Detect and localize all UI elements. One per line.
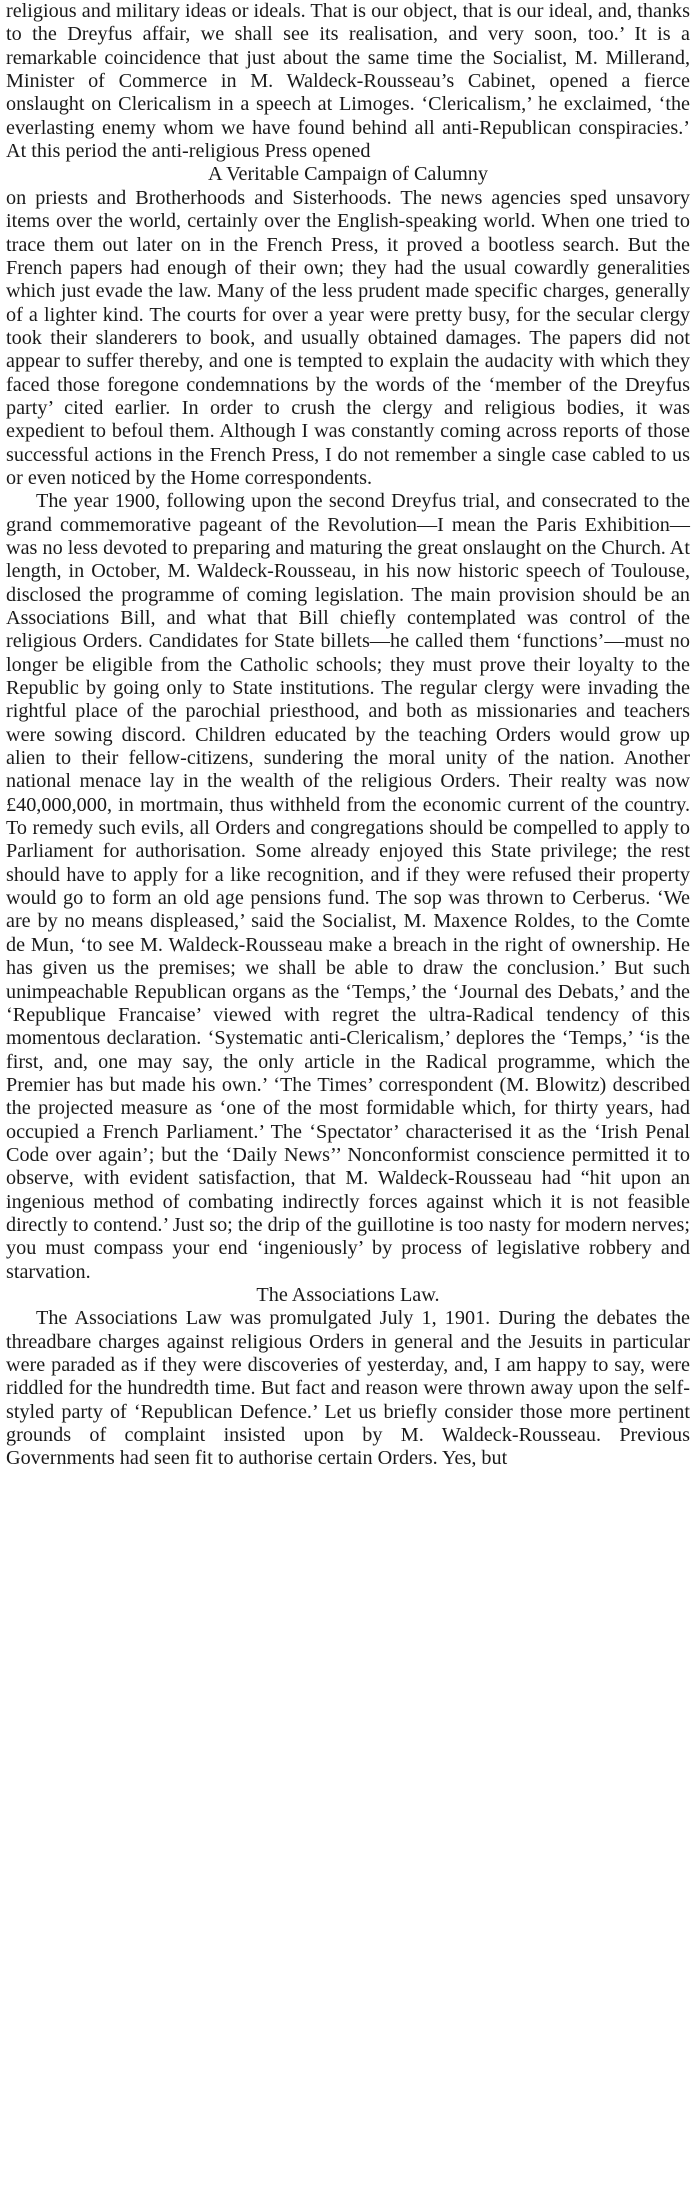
paragraph-1: religious and military ideas or ideals. That is our object, that is our ideal, and, thanks to the Dreyfus affair, we shall see its realisation, and very soon, too.’ It is a remarkable coincidence that just about the same time the Socialist, M. Millerand, Minister of Commerce in M. Waldeck-Rousseau’s Cabinet, opened a fierce onslaught on Clericalism in a speech at Limoges. ‘Clericalism,’ he exclaimed, ‘the everlasting enemy whom we have found behind all anti-Republican conspiracies.’ At this period the anti-religious Press opened: [6, 0, 690, 163]
subheading-associations-law: The Associations Law.: [256, 1283, 440, 1306]
paragraph-2: on priests and Brotherhoods and Sisterhoods. The news agencies sped unsavory items over the world, certainly over the English-speaking world. When one tried to trace them out later on in the French Press, it proved a bootless search. But the French papers had enough of their own; they had the usual cowardly generalities which just evade the law. Many of the less prudent made specific charges, generally of a lighter kind. The courts for over a year were pretty busy, for the secular clergy took their slanderers to book, and usually obtained damages. The papers did not appear to suffer thereby, and one is tempted to explain the audacity with which they faced those foregone condemnations by the words of the ‘member of the Dreyfus party’ cited earlier. In order to crush the clergy and religious bodies, it was expedient to befoul them. Although I was constantly coming across reports of those successful actions in the French Press, I do not remember a single case cabled to us or even noticed by the Home correspondents.: [6, 186, 690, 489]
subheading-campaign-of-calumny: A Veritable Campaign of Calumny: [208, 163, 488, 186]
paragraph-4: The Associations Law was promulgated July 1, 1901. During the debates the threadbare charges against religious Orders in general and the Jesuits in particular were paraded as if they were discoveries of yesterday, and, I am happy to say, were riddled for the hundredth time. But fact and reason were thrown away upon the self-styled party of ‘Republican Defence.’ Let us briefly consider those more pertinent grounds of complaint insisted upon by M. Waldeck-Rousseau. Previous Governments had seen fit to authorise certain Orders. Yes, but: [6, 1307, 690, 1470]
paragraph-3: The year 1900, following upon the second Dreyfus trial, and consecrated to the grand commemorative pageant of the Revolution—I mean the Paris Exhibition—was no less devoted to preparing and maturing the great onslaught on the Church. At length, in October, M. Waldeck-Rousseau, in his now historic speech of Toulouse, disclosed the programme of coming legislation. The main provision should be an Associations Bill, and what that Bill chiefly contemplated was control of the religious Orders. Candidates for State billets—he called them ‘functions’—must no longer be eligible from the Catholic schools; they must prove their loyalty to the Republic by going only to State institutions. The regular clergy were invading the rightful place of the parochial priesthood, and both as missionaries and teachers were sowing discord. Children educated by the teaching Orders would grow up alien to their fellow-citizens, sundering the moral unity of the nation. Another national menace lay in the wealth of the religious Orders. Their realty was now £40,000,000, in mortmain, thus withheld from the economic current of the country. To remedy such evils, all Orders and congregations should be compelled to apply to Parliament for authorisation. Some already enjoyed this State privilege; the rest should have to apply for a like recognition, and if they were refused their property would go to form an old age pensions fund. The sop was thrown to Cerberus. ‘We are by no means displeased,’ said the Socialist, M. Maxence Roldes, to the Comte de Mun, ‘to see M. Waldeck-Rousseau make a breach in the right of ownership. He has given us the premises; we shall be able to draw the conclusion.’ But such unimpeachable Republican organs as the ‘Temps,’ the ‘Journal des Debats,’ and the ‘Republique Francaise’ viewed with regret the ultra-Radical tendency of this momentous declaration. ‘Systematic anti-Clericalism,’ deplores the ‘Temps,’ ‘is the first, and, one may say, the only article in the Radical programme, which the Premier has but made his own.’ ‘The Times’ correspondent (M. Blowitz) described the projected measure as ‘one of the most formidable which, for thirty years, had occupied a French Parliament.’ The ‘Spectator’ characterised it as the ‘Irish Penal Code over again’; but the ‘Daily News’’ Nonconformist conscience permitted it to observe, with evident satisfaction, that M. Waldeck-Rousseau had “hit upon an ingenious method of combating indirectly forces against which it is not feasible directly to contend.’ Just so; the drip of the guillotine is too nasty for modern nerves; you must compass your end ‘ingeniously’ by process of legislative robbery and starvation.: [6, 490, 690, 1283]
